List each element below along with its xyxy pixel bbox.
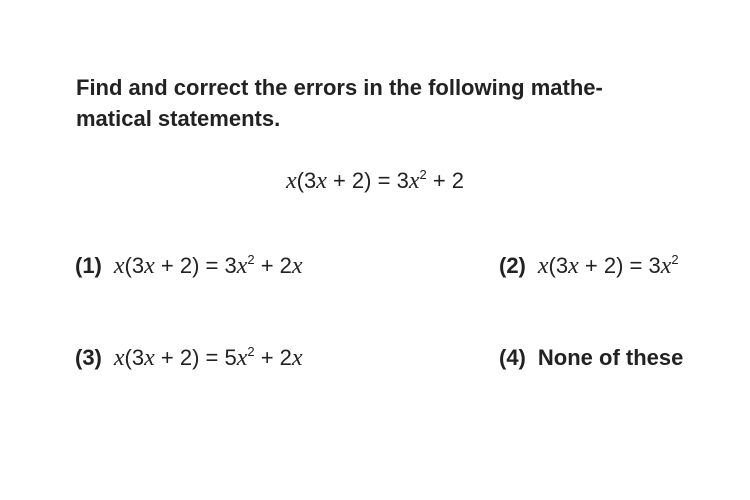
- given-statement: $x(3x + 2) = 3x^2 + 2$: [285, 167, 465, 194]
- option-2[interactable]: [499, 251, 679, 281]
- option-expression: $x(3x + 2) = 3x^2$: [537, 252, 679, 279]
- option-number: (3): [75, 345, 102, 370]
- option-expression: $x(3x + 2) = 5x^2 + 2x$: [113, 344, 303, 371]
- option-3[interactable]: [75, 343, 303, 373]
- question-text: Find and correct the errors in the following mathe-matical statements.: [76, 75, 603, 131]
- option-4[interactable]: [499, 343, 683, 373]
- option-1[interactable]: [75, 251, 303, 281]
- option-text: None of these: [537, 345, 684, 370]
- option-number: (4): [499, 345, 526, 370]
- option-expression: $x(3x + 2) = 3x^2 + 2x$: [113, 252, 303, 279]
- option-number: (1): [75, 253, 102, 278]
- option-number: (2): [499, 253, 526, 278]
